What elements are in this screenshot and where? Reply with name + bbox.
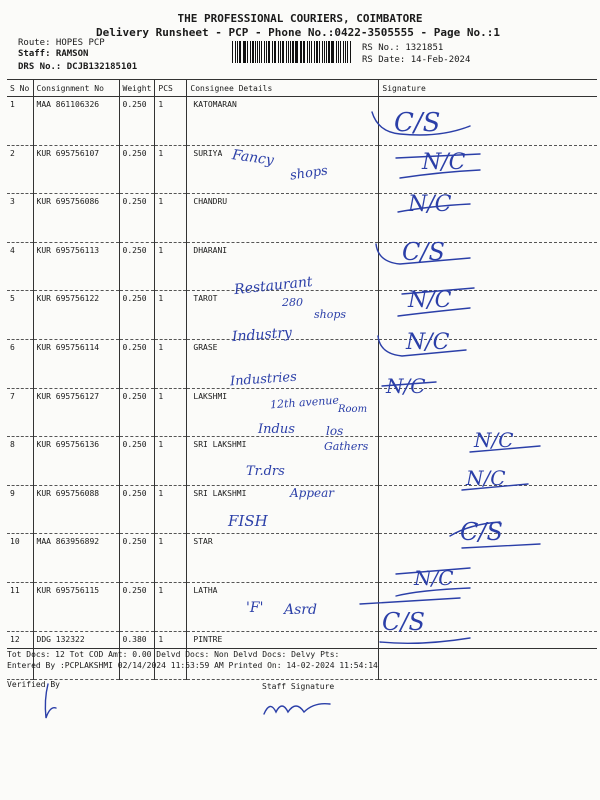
- row-consignee: SURIYA: [187, 145, 379, 194]
- row-consignment-no: KUR 695756122: [33, 291, 119, 340]
- row-sno: 5: [7, 291, 33, 340]
- signature-cs: C/S: [460, 518, 503, 546]
- note-280: 280: [282, 296, 303, 309]
- row-consignee: STAR: [187, 534, 379, 583]
- row-weight: 0.250: [119, 291, 155, 340]
- signature-nc: N/C: [474, 428, 514, 452]
- row-pcs: 1: [155, 242, 187, 291]
- route-label: Route: HOPES PCP: [18, 38, 105, 48]
- col-consignment-header: Consignment No: [33, 80, 119, 97]
- stroke-12b: [380, 638, 470, 643]
- row-consignment-no: KUR 695756136: [33, 437, 119, 486]
- row-consignment-no: KUR 695756086: [33, 194, 119, 243]
- signature-cs: C/S: [402, 238, 445, 266]
- verified-by-label: Verified By: [7, 680, 60, 689]
- row-consignee: SRI LAKSHMI: [187, 485, 379, 534]
- row-weight: 0.250: [119, 437, 155, 486]
- row-consignee: PINTRE: [187, 631, 379, 680]
- row-consignee: CHANDRU: [187, 194, 379, 243]
- row-sno: 11: [7, 582, 33, 631]
- row-weight: 0.250: [119, 388, 155, 437]
- stroke-12a: [360, 598, 460, 604]
- row-weight: 0.380: [119, 631, 155, 680]
- col-pcs-header: PCS: [155, 80, 187, 97]
- row-consignee: DHARANI: [187, 242, 379, 291]
- row-weight: 0.250: [119, 145, 155, 194]
- row-sno: 2: [7, 145, 33, 194]
- col-sno-header: S No: [7, 80, 33, 97]
- note-gathers: Gathers: [324, 440, 369, 453]
- staff-label: Staff: RAMSON: [18, 49, 89, 59]
- row-sno: 1: [7, 97, 33, 146]
- row-consignment-no: DDG 132322: [33, 631, 119, 680]
- row-pcs: 1: [155, 631, 187, 680]
- note-appear: Appear: [290, 486, 335, 500]
- row-consignee: LAKSHMI: [187, 388, 379, 437]
- row-sno: 12: [7, 631, 33, 680]
- row-weight: 0.250: [119, 485, 155, 534]
- row-consignee: KATOMARAN: [187, 97, 379, 146]
- signature-nc: N/C: [408, 288, 452, 313]
- row-pcs: 1: [155, 388, 187, 437]
- verified-initials: [45, 684, 56, 718]
- row-weight: 0.250: [119, 242, 155, 291]
- note-industry: Industry: [231, 324, 293, 346]
- row-consignee: GRASE: [187, 339, 379, 388]
- signature-cs: C/S: [394, 108, 441, 138]
- staff-signature-label: Staff Signature: [262, 682, 335, 691]
- entered-printed-line: Entered By :PCPLAKSHMI 02/14/2024 11:53:59 AM Printed On: 14-02-2024 11:54:14: [7, 661, 378, 670]
- row-consignment-no: KUR 695756107: [33, 145, 119, 194]
- note-indus: Indus: [258, 422, 295, 437]
- signature-nc: N/C: [408, 192, 452, 217]
- col-signature-header: Signature: [379, 80, 597, 97]
- row-pcs: 1: [155, 194, 187, 243]
- note-avenue: 12th avenue: [269, 393, 340, 412]
- row-consignment-no: KUR 695756115: [33, 582, 119, 631]
- signature-cs: C/S: [382, 608, 425, 636]
- row-consignee: LATHA: [187, 582, 379, 631]
- row-pcs: 1: [155, 291, 187, 340]
- row-sno: 7: [7, 388, 33, 437]
- row-sno: 8: [7, 437, 33, 486]
- col-consignee-header: Consignee Details: [187, 80, 379, 97]
- signature-nc: N/C: [422, 150, 466, 175]
- signature-nc: N/C: [386, 374, 426, 398]
- row-consignment-no: KUR 695756127: [33, 388, 119, 437]
- rs-date: RS Date: 14-Feb-2024: [362, 55, 471, 65]
- row-pcs: 1: [155, 145, 187, 194]
- row-pcs: 1: [155, 534, 187, 583]
- row-weight: 0.250: [119, 97, 155, 146]
- note-shops: shops: [289, 163, 329, 184]
- signature-nc: N/C: [414, 566, 454, 590]
- row-consignment-no: KUR 695756088: [33, 485, 119, 534]
- row-consignee: TAROT: [187, 291, 379, 340]
- row-weight: 0.250: [119, 582, 155, 631]
- row-pcs: 1: [155, 97, 187, 146]
- row-weight: 0.250: [119, 534, 155, 583]
- note-room: Room: [338, 404, 368, 415]
- drs-number: DRS No.: DCJB132185101: [18, 62, 138, 72]
- note-f: 'F': [246, 600, 264, 616]
- note-los: los: [326, 424, 344, 438]
- company-title: THE PROFESSIONAL COURIERS, COIMBATORE: [177, 12, 423, 25]
- note-restaurant: Restaurant: [233, 273, 314, 299]
- row-sno: 10: [7, 534, 33, 583]
- row-pcs: 1: [155, 485, 187, 534]
- row-consignment-no: MAA 863956892: [33, 534, 119, 583]
- row-consignment-no: KUR 695756114: [33, 339, 119, 388]
- signature-nc: N/C: [406, 330, 450, 355]
- note-shops-2: shops: [314, 308, 347, 321]
- rs-number: RS No.: 1321851: [362, 43, 444, 53]
- footer-rule: [7, 648, 597, 649]
- row-pcs: 1: [155, 339, 187, 388]
- runsheet-subtitle: Delivery Runsheet - PCP - Phone No.:0422-3505555 - Page No.:1: [96, 26, 500, 39]
- staff-signature-scribble: [264, 704, 330, 714]
- row-sno: 9: [7, 485, 33, 534]
- signature-nc: N/C: [466, 466, 506, 490]
- note-fancy: Fancy: [231, 147, 275, 169]
- row-sno: 6: [7, 339, 33, 388]
- note-fish: FISH: [228, 512, 268, 530]
- row-pcs: 1: [155, 582, 187, 631]
- row-consignee: SRI LAKSHMI: [187, 437, 379, 486]
- row-weight: 0.250: [119, 339, 155, 388]
- row-sno: 3: [7, 194, 33, 243]
- note-industries: Industries: [229, 369, 298, 390]
- note-trdrs: Tr.drs: [246, 464, 285, 479]
- col-weight-header: Weight: [119, 80, 155, 97]
- row-pcs: 1: [155, 437, 187, 486]
- totals-line: Tot Docs: 12 Tot COD Amt: 0.00 Delvd Docs: Non Delvd Docs: Delvy Pts:: [7, 650, 340, 659]
- row-sno: 4: [7, 242, 33, 291]
- row-consignment-no: MAA 861106326: [33, 97, 119, 146]
- note-asrd: Asrd: [284, 602, 317, 618]
- row-weight: 0.250: [119, 194, 155, 243]
- row-consignment-no: KUR 695756113: [33, 242, 119, 291]
